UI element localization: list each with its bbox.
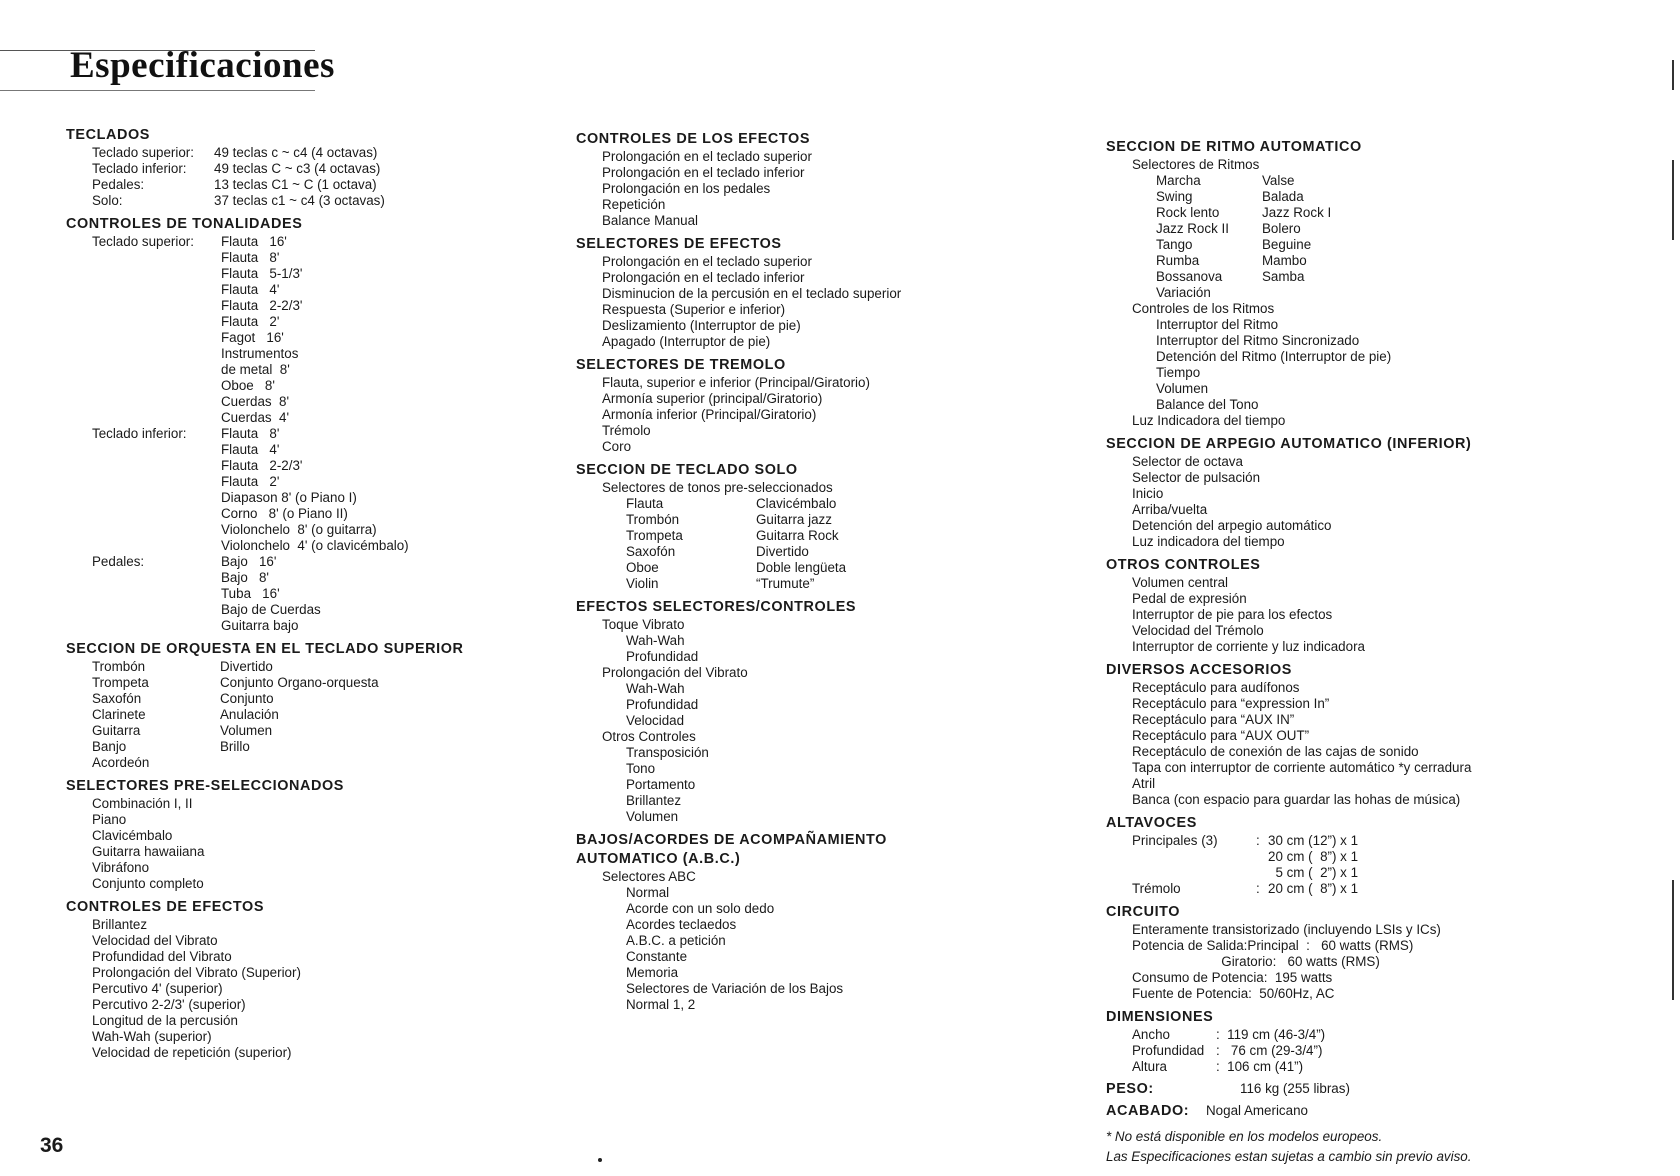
orquesta-item-left: Guitarra [92,723,141,738]
controles-los-efectos-heading: CONTROLES DE LOS EFECTOS [576,131,811,147]
ritmo-item-left: Marcha [1156,173,1201,188]
title-rule-bottom [0,90,315,91]
controles-los-efectos-item: Prolongación en el teclado inferior [602,165,805,180]
controles-los-efectos-item: Balance Manual [602,213,699,228]
controles-efectos-list [66,917,536,1061]
efectos-selectores-item: Profundidad [626,697,699,712]
dimensiones-list [1106,1027,1666,1075]
ritmo-item-left: Bossanova [1156,269,1223,284]
altavoces-row [1106,881,1666,897]
solo-item-left: Trombón [626,512,680,527]
abc-list [576,885,1096,1013]
ritmo-heading: SECCION DE RITMO AUTOMATICO [1106,139,1362,155]
ritmo-item-left: Rumba [1156,253,1200,268]
controles-los-efectos-item: Prolongación en el teclado superior [602,149,812,164]
tonalidades-voice: Violonchelo 4' (o clavicémbalo) [221,538,409,553]
accesorios-list [1106,680,1666,808]
teclados-value: 49 teclas c ~ c4 (4 octavas) [214,145,378,160]
altavoces-row [1106,833,1666,849]
ritmo-item-right: Mambo [1262,253,1307,268]
tonalidades-voice: Guitarra bajo [221,618,299,633]
ritmo-item [1156,285,1666,301]
tonalidades-voice: Cuerdas 8' [221,394,290,409]
teclados-value: 37 teclas c1 ~ c4 (3 octavas) [214,193,385,208]
preseleccionados-item: Piano [92,812,127,827]
orquesta-item [92,691,536,707]
tremolo-heading: SELECTORES DE TREMOLO [576,357,786,373]
preseleccionados-heading: SELECTORES PRE-SELECCIONADOS [66,778,345,794]
selectores-efectos-item: Respuesta (Superior e inferior) [602,302,786,317]
solo-item-right: Doble lengüeta [756,560,847,575]
teclados-label: Solo: [92,193,123,208]
solo-item-right: “Trumute” [756,576,815,591]
efectos-selectores-item: Profundidad [626,649,699,664]
orquesta-list [66,659,536,771]
ritmo-item-right: Jazz Rock I [1262,205,1332,220]
tremolo-item: Armonía inferior (Principal/Giratorio) [602,407,817,422]
column-right [1106,138,1666,1167]
altavoces-sep [1256,849,1268,865]
abc-item: A.B.C. a petición [626,933,726,948]
edge-mark [1672,60,1674,90]
arpegio-item: Detención del arpegio automático [1132,518,1332,533]
tonalidades-voice: Bajo de Cuerdas [221,602,321,617]
solo-item [626,560,1096,576]
tonalidades-voice: de metal 8' [221,362,290,377]
controles-efectos-heading: CONTROLES DE EFECTOS [66,899,265,915]
page-title: Especificaciones [70,45,335,86]
dimensiones-heading: DIMENSIONES [1106,1009,1214,1025]
solo-item [626,512,1096,528]
solo-item-right: Divertido [756,544,809,559]
abc-item: Constante [626,949,688,964]
preseleccionados-list [66,796,536,892]
tonalidades-voice: Flauta 2' [221,474,280,489]
solo-item-left: Saxofón [626,544,676,559]
tremolo-item: Flauta, superior e inferior (Principal/Giratorio) [602,375,870,390]
accesorios-item: Banca (con espacio para guardar las hohas de música) [1132,792,1461,807]
orquesta-item-right: Anulación [220,707,279,722]
page-number: 36 [40,1134,64,1157]
altavoces-row [1106,849,1666,865]
efectos-selectores-heading: EFECTOS SELECTORES/CONTROLES [576,599,857,615]
teclados-list [66,145,536,209]
print-dot [598,1158,602,1162]
accesorios-item: Receptáculo de conexión de las cajas de sonido [1132,744,1419,759]
edge-mark [1672,160,1674,240]
acabado-value: Nogal Americano [1206,1103,1308,1118]
abc-intro: Selectores ABC [602,869,696,884]
accesorios-item: Atril [1132,776,1156,791]
tremolo-list [576,375,1096,455]
ritmo-intro: Selectores de Ritmos [1132,157,1260,172]
acabado-row [1106,1103,1666,1119]
orquesta-item [92,723,536,739]
ritmo-item-left: Rock lento [1156,205,1220,220]
peso-label: PESO: [1106,1081,1154,1097]
ritmo-item-left: Tango [1156,237,1193,252]
peso-value: 116 kg (255 libras) [1240,1081,1350,1096]
arpegio-item: Inicio [1132,486,1164,501]
orquesta-item-left: Trombón [92,659,146,674]
ritmo-item-right: Beguine [1262,237,1312,252]
tonalidades-voice: Violonchelo 8' (o guitarra) [221,522,377,537]
efectos-selectores-group-title: Prolongación del Vibrato [602,665,748,680]
altavoces-label: Principales (3) [1132,833,1218,848]
ritmo-item-left: Variación [1156,285,1211,300]
altavoces-value: 5 cm ( 2”) x 1 [1268,865,1359,880]
otros-heading: OTROS CONTROLES [1106,557,1261,573]
tonalidades-voice: Cuerdas 4' [221,410,290,425]
footnote-europe: * No está disponible en los modelos europeos. [1106,1129,1383,1144]
dimensiones-row [1106,1043,1666,1059]
selectores-efectos-item: Apagado (Interruptor de pie) [602,334,771,349]
circuito-heading: CIRCUITO [1106,904,1181,920]
accesorios-item: Receptáculo para “expression In” [1132,696,1330,711]
preseleccionados-item: Combinación I, II [92,796,193,811]
ritmo-item [1156,205,1666,221]
arpegio-list [1106,454,1666,550]
selectores-efectos-list [576,254,1096,350]
tonalidades-list [66,234,536,634]
tonalidades-voice: Flauta 4' [221,282,280,297]
tonalidades-voice: Flauta 2-2/3' [221,458,303,473]
orquesta-item [92,739,536,755]
controles-los-efectos-list [576,149,1096,229]
selectores-efectos-item: Disminucion de la percusión en el teclado superior [602,286,902,301]
abc-item: Selectores de Variación de los Bajos [626,981,844,996]
preseleccionados-item: Conjunto completo [92,876,204,891]
ritmo-item [1156,237,1666,253]
tonalidades-group [66,234,536,426]
efectos-selectores-item: Wah-Wah [626,633,685,648]
tonalidades-voices [221,426,409,554]
footnotes [1106,1127,1666,1167]
solo-item-right: Guitarra jazz [756,512,832,527]
teclados-row [66,145,536,161]
altavoces-sep: : [1256,881,1260,896]
dimensiones-value: : 106 cm (41”) [1216,1059,1304,1074]
controles-efectos-item: Percutivo 2-2/3' (superior) [92,997,246,1012]
circuito-line: Giratorio: 60 watts (RMS) [1132,954,1380,969]
teclados-row [66,193,536,209]
tonalidades-group [66,426,536,554]
otros-item: Velocidad del Trémolo [1132,623,1264,638]
orquesta-item-left: Acordeón [92,755,150,770]
tonalidades-voice: Corno 8' (o Piano II) [221,506,348,521]
circuito-line: Consumo de Potencia: 195 watts [1132,970,1333,985]
altavoces-label [1106,849,1256,865]
column-left [66,126,536,1061]
orquesta-item-left: Saxofón [92,691,142,706]
preseleccionados-item: Vibráfono [92,860,150,875]
ritmo-item-right: Bolero [1262,221,1301,236]
accesorios-item: Receptáculo para “AUX OUT” [1132,728,1310,743]
selectores-efectos-item: Prolongación en el teclado superior [602,254,812,269]
solo-list [576,496,1096,592]
ritmo-item [1156,173,1666,189]
altavoces-sep [1256,865,1268,881]
altavoces-value: 20 cm ( 8”) x 1 [1268,881,1359,896]
tonalidades-voice: Tuba 16' [221,586,280,601]
orquesta-item [92,755,536,771]
orquesta-item [92,707,536,723]
circuito-list [1106,922,1666,1002]
efectos-selectores-item: Wah-Wah [626,681,685,696]
ritmo-controles-title: Controles de los Ritmos [1132,301,1275,316]
efectos-selectores-item: Velocidad [626,713,685,728]
dimensiones-label: Altura [1132,1059,1167,1074]
ritmo-item-right: Samba [1262,269,1305,284]
otros-item: Volumen central [1132,575,1229,590]
tonalidades-voice: Flauta 2-2/3' [221,298,303,313]
tonalidades-voice: Bajo 16' [221,554,277,569]
orquesta-item-right: Divertido [220,659,273,674]
controles-efectos-item: Wah-Wah (superior) [92,1029,212,1044]
teclados-label: Teclado superior: [92,145,194,160]
controles-efectos-item: Brillantez [92,917,148,932]
teclados-label: Teclado inferior: [92,161,187,176]
altavoces-sep: : [1256,833,1260,848]
orquesta-heading: SECCION DE ORQUESTA EN EL TECLADO SUPERIOR [66,641,464,657]
controles-efectos-item: Prolongación del Vibrato (Superior) [92,965,301,980]
preseleccionados-item: Clavicémbalo [92,828,173,843]
tonalidades-voice: Flauta 8' [221,426,280,441]
ritmo-item [1156,253,1666,269]
ritmo-control-item: Detención del Ritmo (Interruptor de pie) [1156,349,1392,364]
ritmo-control-item: Interruptor del Ritmo [1156,317,1279,332]
peso-row [1106,1081,1666,1097]
arpegio-item: Luz indicadora del tiempo [1132,534,1285,549]
ritmo-item [1156,269,1666,285]
tonalidades-voice: Flauta 5-1/3' [221,266,303,281]
dimensiones-label: Ancho [1132,1027,1170,1042]
circuito-line: Enteramente transistorizado (incluyendo LSIs y ICs) [1132,922,1441,937]
efectos-selectores-list [576,617,1096,825]
abc-item: Normal 1, 2 [626,997,696,1012]
orquesta-item-right: Conjunto [220,691,274,706]
tonalidades-heading: CONTROLES DE TONALIDADES [66,216,303,232]
altavoces-value: 20 cm ( 8”) x 1 [1268,849,1359,864]
solo-item-right: Guitarra Rock [756,528,839,543]
tonalidades-label: Teclado inferior: [92,426,187,441]
accesorios-item: Receptáculo para “AUX IN” [1132,712,1295,727]
solo-item-left: Oboe [626,560,659,575]
efectos-selectores-item: Portamento [626,777,696,792]
controles-efectos-item: Percutivo 4' (superior) [92,981,223,996]
efectos-selectores-item: Transposición [626,745,709,760]
teclados-row [66,161,536,177]
dimensiones-label: Profundidad [1132,1043,1205,1058]
abc-heading-line1: BAJOS/ACORDES DE ACOMPAÑAMIENTO [576,832,887,848]
dimensiones-row [1106,1027,1666,1043]
solo-item [626,496,1096,512]
altavoces-row [1106,865,1666,881]
accesorios-item: Receptáculo para audífonos [1132,680,1300,695]
circuito-line: Fuente de Potencia: 50/60Hz, AC [1132,986,1335,1001]
orquesta-item-left: Banjo [92,739,127,754]
efectos-selectores-item: Brillantez [626,793,682,808]
circuito-line: Potencia de Salida:Principal : 60 watts (RMS) [1132,938,1414,953]
ritmo-control-item: Volumen [1156,381,1209,396]
controles-efectos-item: Profundidad del Vibrato [92,949,232,964]
ritmo-control-item: Balance del Tono [1156,397,1259,412]
tonalidades-voices [221,234,302,426]
orquesta-item-right: Volumen [220,723,273,738]
controles-efectos-item: Longitud de la percusión [92,1013,238,1028]
acabado-label: ACABADO: [1106,1103,1190,1119]
tonalidades-voice: Fagot 16' [221,330,284,345]
ritmo-item-right: Valse [1262,173,1295,188]
ritmo-item [1156,189,1666,205]
ritmo-control-item: Interruptor del Ritmo Sincronizado [1156,333,1360,348]
preseleccionados-item: Guitarra hawaiiana [92,844,205,859]
teclados-label: Pedales: [92,177,145,192]
dimensiones-row [1106,1059,1666,1075]
altavoces-label [1106,865,1256,881]
tonalidades-voice: Oboe 8' [221,378,275,393]
solo-item-right: Clavicémbalo [756,496,837,511]
orquesta-item-left: Clarinete [92,707,146,722]
teclados-row [66,177,536,193]
orquesta-item-right: Brillo [220,739,250,754]
tonalidades-voice: Flauta 8' [221,250,280,265]
efectos-selectores-group-title: Toque Vibrato [602,617,685,632]
selectores-efectos-heading: SELECTORES DE EFECTOS [576,236,782,252]
abc-item: Acordes teclaedos [626,917,737,932]
efectos-selectores-item: Volumen [626,809,679,824]
tonalidades-voice: Bajo 8' [221,570,269,585]
tremolo-item: Armonía superior (principal/Giratorio) [602,391,823,406]
ritmo-controles-list [1106,317,1666,413]
dimensiones-value: : 119 cm (46-3/4”) [1216,1027,1326,1042]
abc-heading-line2: AUTOMATICO (A.B.C.) [576,851,741,867]
tonalidades-voice: Diapason 8' (o Piano I) [221,490,357,505]
orquesta-item [92,659,536,675]
tonalidades-voice: Flauta 2' [221,314,280,329]
solo-item [626,576,1096,592]
altavoces-heading: ALTAVOCES [1106,815,1197,831]
controles-efectos-item: Velocidad de repetición (superior) [92,1045,292,1060]
ritmo-luz: Luz Indicadora del tiempo [1132,413,1286,428]
efectos-selectores-item: Tono [626,761,656,776]
solo-item [626,528,1096,544]
accesorios-item: Tapa con interruptor de corriente automático *y cerradura [1132,760,1472,775]
tonalidades-group [66,554,536,634]
ritmo-item-left: Jazz Rock II [1156,221,1229,236]
teclados-value: 13 teclas C1 ~ C (1 octava) [214,177,377,192]
solo-item [626,544,1096,560]
controles-los-efectos-item: Repetición [602,197,666,212]
ritmo-item-right: Balada [1262,189,1304,204]
controles-efectos-item: Velocidad del Vibrato [92,933,218,948]
orquesta-item [92,675,536,691]
abc-item: Normal [626,885,670,900]
tonalidades-label: Teclado superior: [92,234,194,249]
controles-los-efectos-item: Prolongación en los pedales [602,181,771,196]
tonalidades-voice: Instrumentos [221,346,299,361]
dimensiones-value: : 76 cm (29-3/4”) [1216,1043,1323,1058]
solo-heading: SECCION DE TECLADO SOLO [576,462,798,478]
arpegio-item: Selector de octava [1132,454,1243,469]
solo-item-left: Violin [626,576,659,591]
solo-intro: Selectores de tonos pre-seleccionados [602,480,833,495]
abc-item: Memoria [626,965,679,980]
tonalidades-voices [221,554,321,634]
otros-item: Interruptor de corriente y luz indicadora [1132,639,1365,654]
efectos-selectores-group-title: Otros Controles [602,729,696,744]
accesorios-heading: DIVERSOS ACCESORIOS [1106,662,1292,678]
ritmo-control-item: Tiempo [1156,365,1201,380]
ritmo-item [1156,221,1666,237]
solo-item-left: Trompeta [626,528,683,543]
tremolo-item: Trémolo [602,423,651,438]
otros-item: Interruptor de pie para los efectos [1132,607,1333,622]
tremolo-item: Coro [602,439,632,454]
footnote-changes: Las Especificaciones estan sujetas a cambio sin previo aviso. [1106,1149,1472,1164]
altavoces-list [1106,833,1666,897]
arpegio-item: Selector de pulsación [1132,470,1261,485]
tonalidades-label: Pedales: [92,554,145,569]
teclados-value: 49 teclas C ~ c3 (4 octavas) [214,161,381,176]
selectores-efectos-item: Prolongación en el teclado inferior [602,270,805,285]
selectores-efectos-item: Deslizamiento (Interruptor de pie) [602,318,801,333]
column-middle [576,130,1096,1013]
abc-item: Acorde con un solo dedo [626,901,775,916]
altavoces-label: Trémolo [1132,881,1181,896]
arpegio-heading: SECCION DE ARPEGIO AUTOMATICO (INFERIOR) [1106,436,1472,452]
teclados-heading: TECLADOS [66,127,150,143]
otros-list [1106,575,1666,655]
orquesta-item-left: Trompeta [92,675,149,690]
arpegio-item: Arriba/vuelta [1132,502,1208,517]
ritmo-list [1106,173,1666,301]
tonalidades-voice: Flauta 16' [221,234,287,249]
orquesta-item-right: Conjunto Organo-orquesta [220,675,379,690]
edge-mark [1672,880,1674,1000]
altavoces-value: 30 cm (12”) x 1 [1268,833,1359,848]
ritmo-item-left: Swing [1156,189,1193,204]
otros-item: Pedal de expresión [1132,591,1247,606]
tonalidades-voice: Flauta 4' [221,442,280,457]
solo-item-left: Flauta [626,496,664,511]
